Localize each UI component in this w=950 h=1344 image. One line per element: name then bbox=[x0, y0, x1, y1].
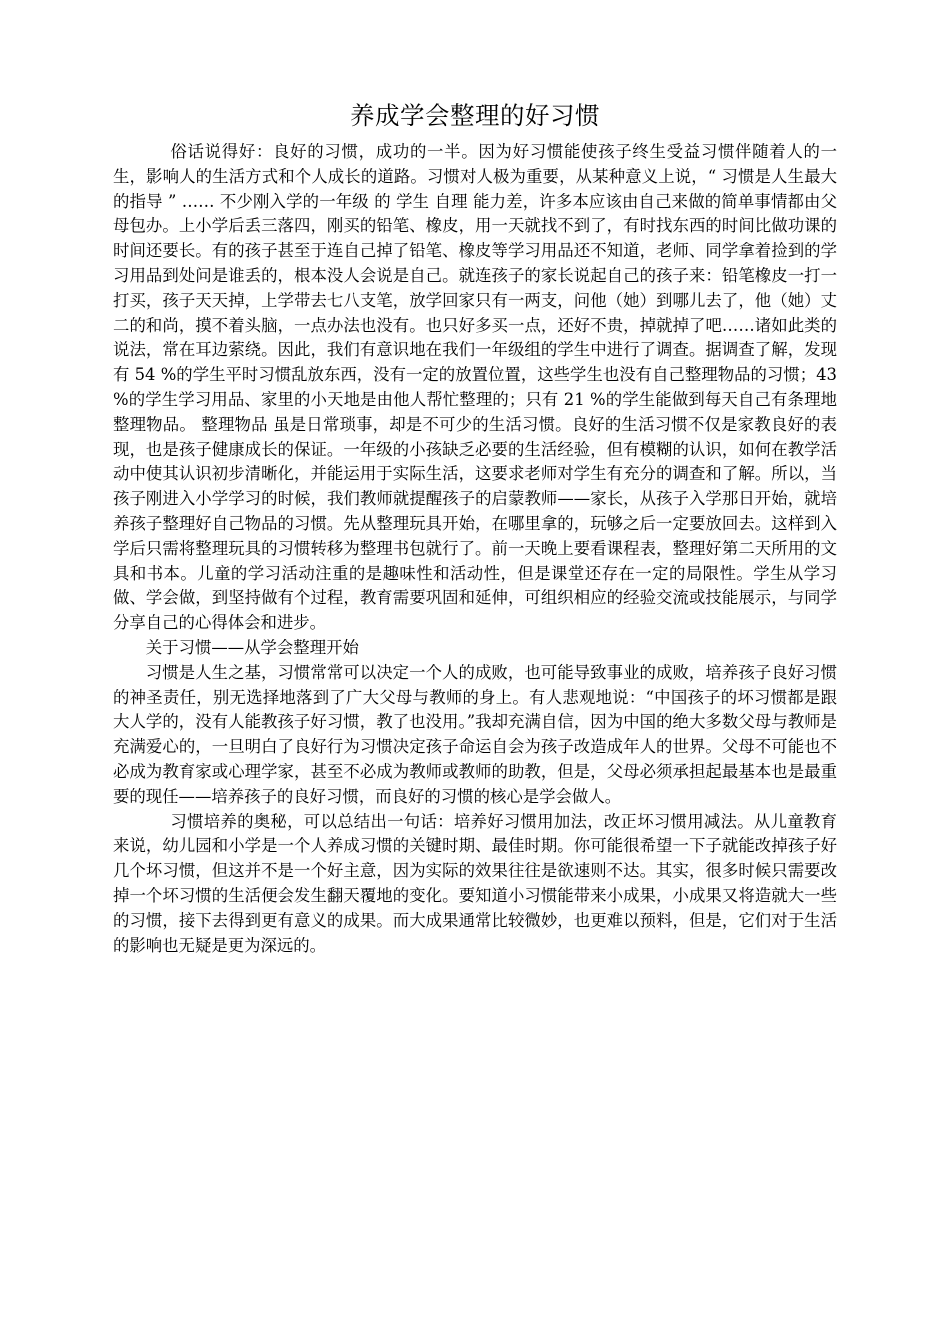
document-title: 养成学会整理的好习惯 bbox=[350, 101, 600, 130]
paragraph-habits: 习惯是人生之基，习惯常常可以决定一个人的成败，也可能导致事业的成败，培养孩子良好习惯的神圣责任，别无选择地落到了广大父母与教师的身上。有人悲观地说：“中国孩子的坏习惯都是跟大人学的，没有人能教孩子好习惯，教了也没用。”我却充满自信，因为中国的绝大多数父母与教师是充满爱心的，一旦明白了良好行为习惯决定孩子命运自会为孩子改造成年人的世界。父母不可能也不必成为教育家或心理学家，甚至不必成为教师或教师的助教，但是，父母必须承担起最基本也是最重要的现任——培养孩子的良好习惯，而良好的习惯的核心是学会做人。 bbox=[113, 662, 837, 806]
paragraph-intro: 俗话说得好：良好的习惯，成功的一半。因为好习惯能使孩子终生受益习惯伴随着人的一生，影响人的生活方式和个人成长的道路。习惯对人极为重要，从某种意义上说，“ 习惯是人生最大的指导 ” …… 不少刚入学的一年级 的 学生 自理 能力差，许多本应该由自己来做的简单事情都由父母包办。上小学后丢三落四，刚买的铅笔、橡皮，用一天就找不到了，有时找东西的时间比做功课的时间还要长。有的孩子甚至于连自己掉了铅笔、橡皮等学习用品还不知道，老师、同学拿着捡到的学习用品到处问是谁丢的，根本没人会说是自己。就连孩子的家长说起自己的孩子来：铅笔橡皮一打一打买，孩子天天掉，上学带去七八支笔，放学回家只有一两支，问他（她）到哪儿去了，他（她）丈二的和尚，摸不着头脑，一点办法也没有。也只好多买一点，还好不贵，掉就掉了吧……诸如此类的说法，常在耳边萦绕。因此，我们有意识地在我们一年级组的学生中进行了调查。据调查了解，发现 有 54 %的学生平时习惯乱放东西，没有一定的放置位置，这些学生也没有自己整理物品的习惯；43 %的学生学习用品、家里的小天地是由他人帮忙整理的；只有 21 %的学生能做到每天自己有条理地整理物品。 整理物品 虽是日常琐事，却是不可少的生活习惯。良好的生活习惯不仅是家教良好的表现，也是孩子健康成长的保证。一年级的小孩缺乏必要的生活经验，但有模糊的认识，如何在教学活动中使其认识初步清晰化，并能运用于实际生活，这要求老师对学生有充分的调查和了解。所以，当孩子刚进入小学学习的时候，我们教师就提醒孩子的启蒙教师——家长，从孩子入学那日开始，就培养孩子整理好自己物品的习惯。先从整理玩具开始，在哪里拿的，玩够之后一定要放回去。这样到入学后只需将整理玩具的习惯转移为整理书包就行了。前一天晚上要看课程表，整理好第二天所用的文具和书本。儿童的学习活动注重的是趣味性和活动性，但是课堂还存在一定的局限性。学生从学习做、学会做，到坚持做有个过程，教育需要巩固和延伸，可组织相应的经验交流或技能展示，与同学分享自己的心得体会和进步。 bbox=[113, 142, 837, 633]
document-page bbox=[113, 100, 837, 958]
section-subheading: 关于习惯——从学会整理开始 bbox=[145, 637, 359, 657]
paragraph-secret: 习惯培养的奥秘，可以总结出一句话：培养好习惯用加法，改正坏习惯用减法。从儿童教育来说，幼儿园和小学是一个人养成习惯的关键时期、最佳时期。你可能很希望一下子就能改掉孩子好几个坏习惯，但这并不是一个好主意，因为实际的效果往往是欲速则不达。其实，很多时候只需要改掉一个坏习惯的生活便会发生翻天覆地的变化。要知道小习惯能带来小成果，小成果又将造就大一些的习惯，接下去得到更有意义的成果。而大成果通常比较微妙，也更难以预料，但是，它们对于生活的影响也无疑是更为深远的。 bbox=[113, 811, 837, 955]
